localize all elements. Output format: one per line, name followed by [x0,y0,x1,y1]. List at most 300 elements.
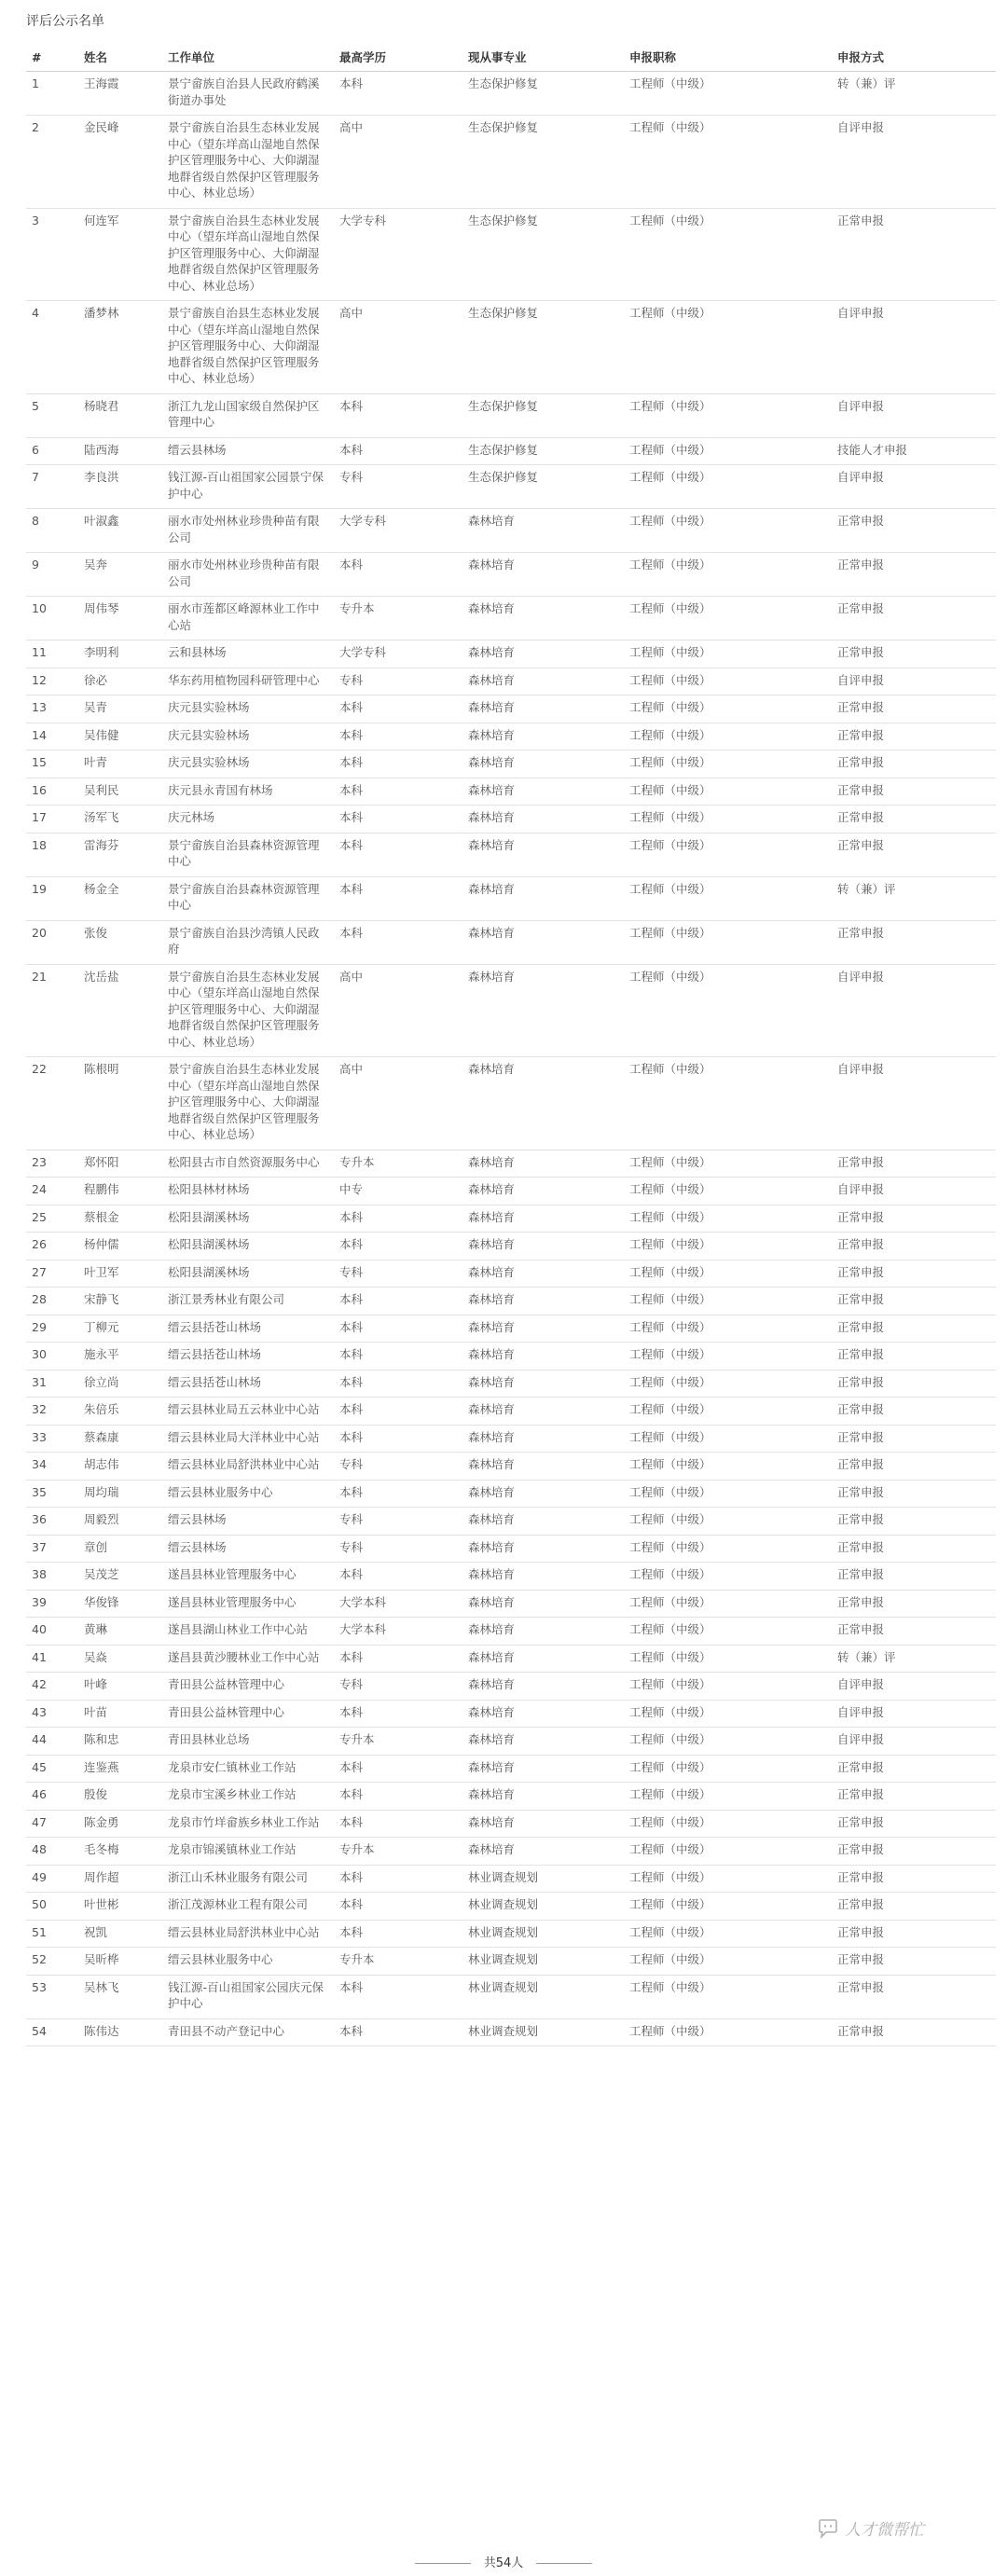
cell-specialty: 生态保护修复 [462,465,624,509]
table-row [26,1453,996,1481]
cell-index: 24 [26,1178,78,1205]
cell-title: 工程师（中级） [624,1315,832,1343]
cell-method: 技能人才申报 [832,437,996,465]
table-row [26,751,996,778]
cell-method: 正常申报 [832,806,996,833]
cell-education: 本科 [334,2018,462,2046]
cell-employer: 景宁畲族自治县生态林业发展中心（望东垟高山湿地自然保护区管理服务中心、大仰湖湿地群省级自然保护区管理服务中心、林业总场） [162,964,334,1057]
cell-index: 45 [26,1755,78,1783]
cell-title: 工程师（中级） [624,437,832,465]
cell-title: 工程师（中级） [624,668,832,696]
cell-title: 工程师（中级） [624,778,832,806]
cell-index: 52 [26,1948,78,1976]
table-row [26,1480,996,1508]
cell-specialty: 森林培育 [462,509,624,553]
cell-employer: 庆元县实验林场 [162,696,334,723]
cell-specialty: 森林培育 [462,1700,624,1728]
cell-name: 胡志伟 [78,1453,162,1481]
table-row [26,1563,996,1591]
cell-title: 工程师（中级） [624,1618,832,1646]
cell-education: 本科 [334,1893,462,1921]
cell-education: 专升本 [334,1838,462,1866]
cell-education: 大学专科 [334,641,462,668]
cell-education: 专升本 [334,1948,462,1976]
cell-education: 高中 [334,1057,462,1150]
table-footer [0,2553,1007,2570]
cell-name: 郑怀阳 [78,1150,162,1178]
column-header-employer: 工作单位 [162,43,334,72]
cell-employer: 遂昌县湖山林业工作中心站 [162,1618,334,1646]
table-row [26,1343,996,1371]
cell-title: 工程师（中级） [624,2018,832,2046]
cell-specialty: 生态保护修复 [462,437,624,465]
cell-method: 转（兼）评 [832,1645,996,1673]
cell-education: 专科 [334,1673,462,1701]
cell-title: 工程师（中级） [624,1645,832,1673]
cell-specialty: 森林培育 [462,1288,624,1316]
footer-divider-right [536,2563,592,2564]
cell-name: 陈金勇 [78,1810,162,1838]
cell-name: 叶淑鑫 [78,509,162,553]
cell-employer: 龙泉市锦溪镇林业工作站 [162,1838,334,1866]
cell-employer: 缙云县括苍山林场 [162,1343,334,1371]
cell-method: 正常申报 [832,1810,996,1838]
cell-title: 工程师（中级） [624,1728,832,1756]
table-row [26,393,996,437]
cell-education: 本科 [334,1810,462,1838]
cell-employer: 松阳县古市自然资源服务中心 [162,1150,334,1178]
cell-education: 大学专科 [334,509,462,553]
cell-education: 本科 [334,437,462,465]
cell-education: 本科 [334,806,462,833]
cell-method: 正常申报 [832,1233,996,1260]
cell-name: 叶卫军 [78,1260,162,1288]
cell-method: 正常申报 [832,1453,996,1481]
cell-education: 本科 [334,876,462,920]
cell-title: 工程师（中级） [624,1343,832,1371]
cell-index: 8 [26,509,78,553]
cell-specialty: 森林培育 [462,668,624,696]
cell-employer: 浙江九龙山国家级自然保护区管理中心 [162,393,334,437]
cell-employer: 缙云县林场 [162,1535,334,1563]
cell-specialty: 林业调查规划 [462,1893,624,1921]
cell-method: 正常申报 [832,920,996,964]
cell-index: 18 [26,833,78,876]
cell-index: 23 [26,1150,78,1178]
cell-employer: 庆元县实验林场 [162,751,334,778]
cell-specialty: 森林培育 [462,1783,624,1811]
cell-index: 42 [26,1673,78,1701]
cell-education: 专科 [334,668,462,696]
cell-method: 正常申报 [832,1948,996,1976]
cell-index: 16 [26,778,78,806]
table-row [26,1425,996,1453]
cell-method: 自评申报 [832,964,996,1057]
cell-employer: 龙泉市宝溪乡林业工作站 [162,1783,334,1811]
table-row [26,806,996,833]
table-row [26,1178,996,1205]
cell-method: 自评申报 [832,1673,996,1701]
cell-name: 周毅烈 [78,1508,162,1536]
cell-name: 徐立尚 [78,1370,162,1398]
cell-employer: 丽水市处州林业珍贵种苗有限公司 [162,553,334,597]
cell-title: 工程师（中级） [624,1700,832,1728]
cell-specialty: 生态保护修复 [462,208,624,301]
cell-index: 27 [26,1260,78,1288]
cell-method: 正常申报 [832,1260,996,1288]
cell-education: 本科 [334,393,462,437]
cell-name: 周作超 [78,1865,162,1893]
cell-education: 本科 [334,1315,462,1343]
cell-name: 金民峰 [78,116,162,209]
table-row [26,1315,996,1343]
cell-index: 39 [26,1590,78,1618]
cell-title: 工程师（中级） [624,751,832,778]
cell-specialty: 森林培育 [462,920,624,964]
cell-specialty: 林业调查规划 [462,2018,624,2046]
table-row [26,833,996,876]
cell-index: 36 [26,1508,78,1536]
cell-index: 19 [26,876,78,920]
cell-title: 工程师（中级） [624,1453,832,1481]
table-row [26,437,996,465]
table-row [26,641,996,668]
cell-specialty: 森林培育 [462,1618,624,1646]
table-row [26,1508,996,1536]
cell-method: 正常申报 [832,1563,996,1591]
table-row [26,1260,996,1288]
cell-employer: 缙云县括苍山林场 [162,1315,334,1343]
cell-specialty: 林业调查规划 [462,1920,624,1948]
cell-employer: 松阳县湖溪林场 [162,1205,334,1233]
cell-specialty: 森林培育 [462,1150,624,1178]
cell-specialty: 森林培育 [462,1508,624,1536]
header-row [26,43,996,72]
cell-education: 本科 [334,696,462,723]
cell-specialty: 森林培育 [462,1838,624,1866]
cell-specialty: 森林培育 [462,1425,624,1453]
cell-index: 1 [26,72,78,116]
cell-name: 宋静飞 [78,1288,162,1316]
page-title: 评后公示名单 [26,14,104,29]
cell-name: 叶世彬 [78,1893,162,1921]
cell-index: 48 [26,1838,78,1866]
cell-method: 正常申报 [832,1425,996,1453]
cell-specialty: 森林培育 [462,553,624,597]
table-row [26,2018,996,2046]
table-row [26,696,996,723]
table-row [26,964,996,1057]
cell-name: 汤军飞 [78,806,162,833]
cell-name: 吴青 [78,696,162,723]
cell-education: 本科 [334,1563,462,1591]
cell-name: 杨晓君 [78,393,162,437]
cell-name: 周均瑞 [78,1480,162,1508]
cell-education: 本科 [334,1700,462,1728]
table-row [26,876,996,920]
cell-method: 自评申报 [832,1178,996,1205]
table-row [26,1398,996,1426]
cell-title: 工程师（中级） [624,1288,832,1316]
column-header-education: 最高学历 [334,43,462,72]
cell-employer: 缙云县林场 [162,1508,334,1536]
cell-method: 正常申报 [832,1343,996,1371]
cell-employer: 遂昌县林业管理服务中心 [162,1563,334,1591]
table-row [26,1590,996,1618]
cell-method: 自评申报 [832,465,996,509]
watermark [817,2516,924,2540]
cell-education: 本科 [334,723,462,751]
cell-specialty: 森林培育 [462,1178,624,1205]
cell-name: 吴利民 [78,778,162,806]
cell-employer: 景宁畲族自治县森林资源管理中心 [162,876,334,920]
cell-employer: 浙江山禾林业服务有限公司 [162,1865,334,1893]
cell-method: 正常申报 [832,696,996,723]
cell-specialty: 森林培育 [462,696,624,723]
cell-specialty: 森林培育 [462,1535,624,1563]
table-row [26,1920,996,1948]
cell-education: 本科 [334,1425,462,1453]
cell-education: 本科 [334,72,462,116]
cell-specialty: 森林培育 [462,778,624,806]
cell-education: 本科 [334,751,462,778]
cell-index: 28 [26,1288,78,1316]
cell-index: 47 [26,1810,78,1838]
cell-name: 杨金全 [78,876,162,920]
cell-index: 41 [26,1645,78,1673]
cell-name: 朱倍乐 [78,1398,162,1426]
cell-employer: 缙云县林业局舒洪林业中心站 [162,1453,334,1481]
cell-employer: 青田县不动产登记中心 [162,2018,334,2046]
cell-method: 自评申报 [832,1057,996,1150]
cell-education: 本科 [334,1288,462,1316]
cell-employer: 丽水市莲都区峰源林业工作中心站 [162,597,334,641]
cell-title: 工程师（中级） [624,553,832,597]
cell-method: 正常申报 [832,1865,996,1893]
cell-employer: 青田县公益林管理中心 [162,1700,334,1728]
cell-education: 本科 [334,553,462,597]
cell-index: 31 [26,1370,78,1398]
cell-method: 正常申报 [832,509,996,553]
cell-education: 专科 [334,465,462,509]
table-row [26,1755,996,1783]
public-notice-table [26,43,996,2046]
cell-education: 高中 [334,301,462,394]
cell-title: 工程师（中级） [624,1150,832,1178]
cell-title: 工程师（中级） [624,1233,832,1260]
cell-title: 工程师（中级） [624,72,832,116]
cell-title: 工程师（中级） [624,393,832,437]
table-row [26,116,996,209]
cell-specialty: 森林培育 [462,751,624,778]
cell-method: 正常申报 [832,833,996,876]
cell-index: 6 [26,437,78,465]
cell-specialty: 森林培育 [462,1398,624,1426]
cell-name: 徐必 [78,668,162,696]
table-row [26,1645,996,1673]
cell-method: 正常申报 [832,1755,996,1783]
cell-education: 本科 [334,1370,462,1398]
table-row [26,1535,996,1563]
table-row [26,597,996,641]
cell-education: 本科 [334,1755,462,1783]
cell-specialty: 森林培育 [462,1453,624,1481]
cell-employer: 龙泉市安仁镇林业工作站 [162,1755,334,1783]
cell-employer: 浙江景秀林业有限公司 [162,1288,334,1316]
table-row [26,553,996,597]
cell-specialty: 森林培育 [462,1057,624,1150]
table-row [26,72,996,116]
cell-employer: 景宁畲族自治县沙湾镇人民政府 [162,920,334,964]
cell-name: 程鹏伟 [78,1178,162,1205]
cell-title: 工程师（中级） [624,1178,832,1205]
cell-name: 殷俊 [78,1783,162,1811]
cell-name: 吴焱 [78,1645,162,1673]
cell-method: 正常申报 [832,1893,996,1921]
cell-index: 10 [26,597,78,641]
cell-method: 正常申报 [832,1508,996,1536]
cell-title: 工程师（中级） [624,876,832,920]
cell-title: 工程师（中级） [624,964,832,1057]
cell-title: 工程师（中级） [624,1508,832,1536]
cell-index: 20 [26,920,78,964]
cell-method: 自评申报 [832,116,996,209]
table-row [26,1948,996,1976]
cell-method: 正常申报 [832,778,996,806]
cell-title: 工程师（中级） [624,509,832,553]
cell-specialty: 生态保护修复 [462,116,624,209]
cell-specialty: 森林培育 [462,641,624,668]
cell-specialty: 森林培育 [462,1370,624,1398]
cell-specialty: 森林培育 [462,1563,624,1591]
cell-method: 正常申报 [832,1783,996,1811]
cell-education: 本科 [334,1645,462,1673]
cell-education: 本科 [334,1398,462,1426]
cell-education: 专升本 [334,1728,462,1756]
cell-education: 中专 [334,1178,462,1205]
cell-index: 44 [26,1728,78,1756]
cell-title: 工程师（中级） [624,1865,832,1893]
cell-method: 正常申报 [832,1288,996,1316]
chat-bubble-icon [817,2518,839,2539]
cell-name: 吴昕桦 [78,1948,162,1976]
cell-index: 7 [26,465,78,509]
cell-index: 30 [26,1343,78,1371]
cell-method: 转（兼）评 [832,72,996,116]
cell-method: 自评申报 [832,1728,996,1756]
cell-employer: 钱江源-百山祖国家公园庆元保护中心 [162,1975,334,2018]
cell-employer: 遂昌县黄沙腰林业工作中心站 [162,1645,334,1673]
cell-employer: 庆元林场 [162,806,334,833]
cell-method: 正常申报 [832,208,996,301]
cell-specialty: 森林培育 [462,723,624,751]
cell-index: 11 [26,641,78,668]
cell-name: 叶峰 [78,1673,162,1701]
cell-index: 4 [26,301,78,394]
table-row [26,1893,996,1921]
cell-title: 工程师（中级） [624,1920,832,1948]
cell-index: 53 [26,1975,78,2018]
cell-index: 9 [26,553,78,597]
cell-index: 15 [26,751,78,778]
cell-method: 正常申报 [832,2018,996,2046]
cell-specialty: 森林培育 [462,1205,624,1233]
cell-method: 自评申报 [832,301,996,394]
cell-education: 大学本科 [334,1590,462,1618]
cell-employer: 缙云县林业服务中心 [162,1480,334,1508]
cell-specialty: 林业调查规划 [462,1975,624,2018]
cell-index: 2 [26,116,78,209]
cell-specialty: 森林培育 [462,876,624,920]
cell-title: 工程师（中级） [624,1975,832,2018]
table-body [26,72,996,2046]
cell-title: 工程师（中级） [624,208,832,301]
cell-employer: 遂昌县林业管理服务中心 [162,1590,334,1618]
table-row [26,1205,996,1233]
cell-specialty: 森林培育 [462,1590,624,1618]
cell-specialty: 森林培育 [462,1260,624,1288]
table-row [26,1865,996,1893]
cell-name: 陈和忠 [78,1728,162,1756]
cell-title: 工程师（中级） [624,301,832,394]
cell-index: 12 [26,668,78,696]
cell-name: 李良洪 [78,465,162,509]
cell-education: 大学本科 [334,1618,462,1646]
cell-employer: 青田县林业总场 [162,1728,334,1756]
cell-title: 工程师（中级） [624,723,832,751]
table-row [26,1370,996,1398]
table-row [26,301,996,394]
cell-title: 工程师（中级） [624,1398,832,1426]
cell-title: 工程师（中级） [624,1810,832,1838]
cell-name: 华俊锋 [78,1590,162,1618]
cell-employer: 松阳县林材林场 [162,1178,334,1205]
cell-title: 工程师（中级） [624,833,832,876]
table-row [26,1783,996,1811]
cell-name: 丁柳元 [78,1315,162,1343]
cell-specialty: 森林培育 [462,1315,624,1343]
cell-index: 3 [26,208,78,301]
cell-index: 14 [26,723,78,751]
table-row [26,723,996,751]
cell-method: 正常申报 [832,1398,996,1426]
cell-education: 本科 [334,1865,462,1893]
footer-divider-left [415,2563,471,2564]
cell-title: 工程师（中级） [624,1480,832,1508]
cell-specialty: 森林培育 [462,1645,624,1673]
cell-name: 张俊 [78,920,162,964]
cell-specialty: 森林培育 [462,1673,624,1701]
cell-title: 工程师（中级） [624,1783,832,1811]
cell-index: 50 [26,1893,78,1921]
cell-name: 叶苗 [78,1700,162,1728]
cell-education: 本科 [334,920,462,964]
cell-employer: 龙泉市竹垟畲族乡林业工作站 [162,1810,334,1838]
cell-name: 叶青 [78,751,162,778]
cell-education: 专科 [334,1508,462,1536]
table-row [26,509,996,553]
cell-education: 本科 [334,1920,462,1948]
cell-index: 43 [26,1700,78,1728]
table-row [26,1618,996,1646]
cell-education: 本科 [334,1975,462,2018]
cell-specialty: 森林培育 [462,1233,624,1260]
cell-employer: 缙云县林场 [162,437,334,465]
cell-specialty: 森林培育 [462,964,624,1057]
cell-method: 正常申报 [832,597,996,641]
cell-specialty: 森林培育 [462,1480,624,1508]
cell-title: 工程师（中级） [624,1205,832,1233]
